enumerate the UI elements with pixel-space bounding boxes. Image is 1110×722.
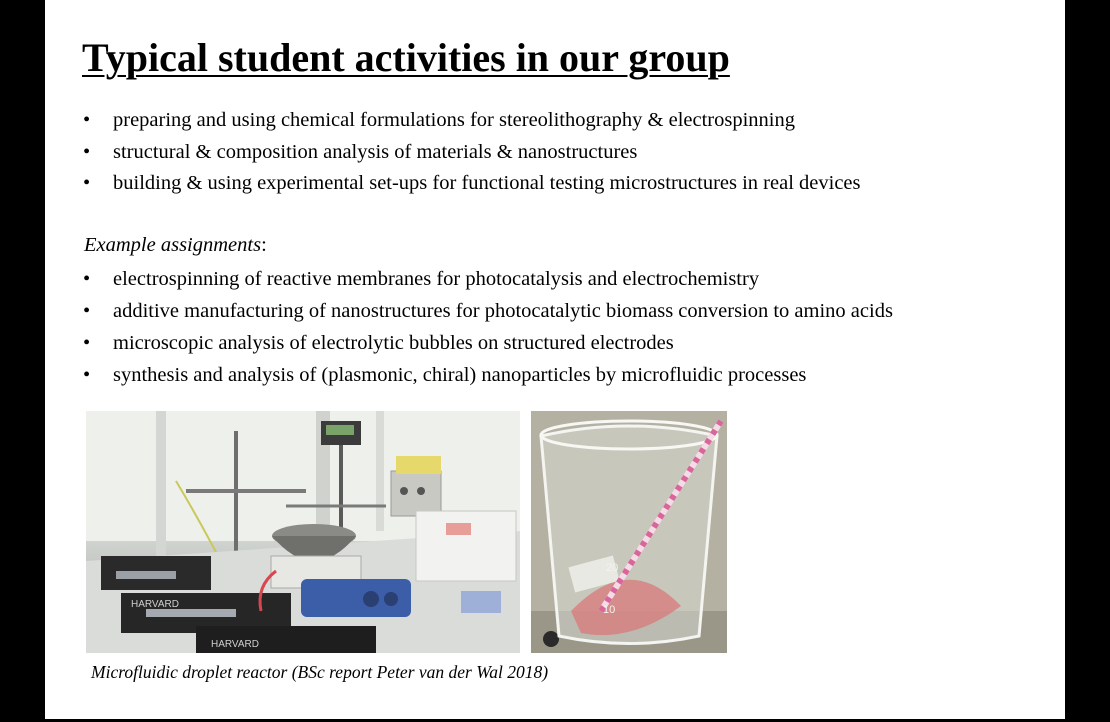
pump-label: HARVARD	[211, 639, 259, 650]
assignment-text: synthesis and analysis of (plasmonic, chiral) nanoparticles by microfluidic processes	[113, 364, 807, 386]
beaker-photo	[531, 411, 727, 653]
bullet-icon: •	[83, 300, 91, 322]
bullet-icon: •	[83, 332, 91, 354]
activities-list	[83, 106, 861, 201]
assignment-text: electrospinning of reactive membranes for photocatalysis and electrochemistry	[113, 268, 760, 290]
list-item	[83, 138, 861, 170]
slide	[45, 0, 1065, 719]
activity-text: building & using experimental set-ups for functional testing microstructures in real devices	[113, 172, 861, 194]
activity-text: preparing and using chemical formulations for stereolithography & electrospinning	[113, 109, 796, 131]
beaker-mark: 20	[606, 562, 619, 574]
list-item	[83, 169, 861, 201]
bullet-icon: •	[83, 364, 91, 386]
bullet-icon: •	[83, 109, 91, 131]
list-item	[83, 329, 893, 361]
example-assignments-label: Example assignments:	[84, 234, 267, 256]
bullet-icon: •	[83, 268, 91, 290]
assignments-list	[83, 265, 893, 393]
activity-text: structural & composition analysis of materials & nanostructures	[113, 140, 638, 163]
list-item	[83, 297, 893, 329]
slide-title: Typical student activities in our group	[82, 35, 730, 80]
bullet-icon: •	[83, 140, 91, 163]
assignment-text: additive manufacturing of nanostructures for photocatalytic biomass conversion to amino acids	[113, 300, 893, 322]
beaker-mark: 10	[603, 604, 616, 616]
figure-caption: Microfluidic droplet reactor (BSc report Peter van der Wal 2018)	[91, 662, 549, 682]
pump-label: HARVARD	[131, 599, 179, 610]
bullet-icon: •	[83, 172, 91, 194]
list-item	[83, 361, 893, 393]
assignment-text: microscopic analysis of electrolytic bubbles on structured electrodes	[113, 332, 674, 354]
list-item	[83, 106, 861, 138]
microfluidic-reactor-photo	[86, 411, 520, 653]
list-item	[83, 265, 893, 297]
